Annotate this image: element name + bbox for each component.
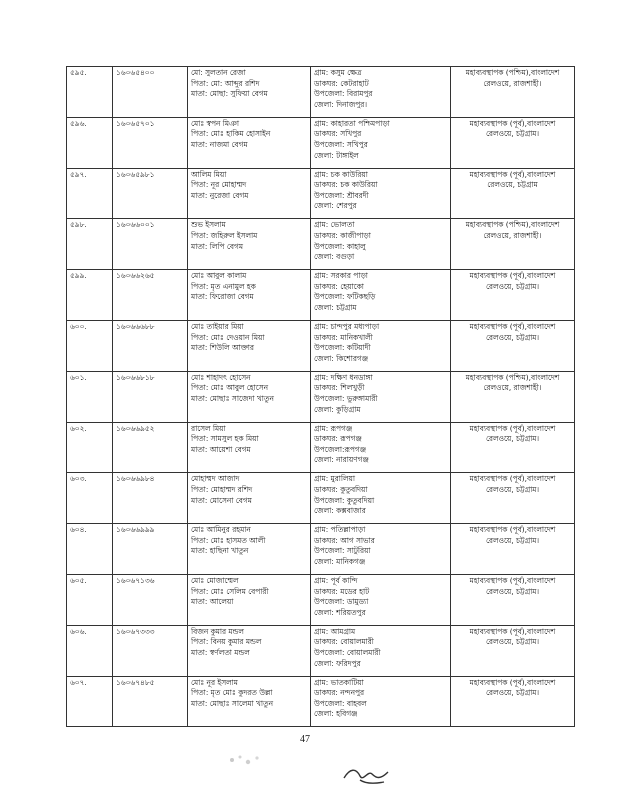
roll-cell: [113, 117, 188, 168]
serial-number: ৫৯৫.: [70, 68, 87, 77]
father-name: পিতা: মোহাম্মদ রশিদ: [191, 484, 253, 494]
address-district: জেলা: নারায়ণগঞ্জ: [314, 455, 369, 465]
roll-number: ১৬০৬৬৮১৮: [116, 372, 155, 382]
candidate-name: মোঃ তাইয়ার মিয়া: [191, 321, 244, 331]
address-cell: [311, 270, 451, 321]
roll-number: ১৬০৬৫৯৮১: [116, 169, 155, 179]
serial-cell: [67, 168, 113, 219]
serial-number: ৬০০.: [70, 321, 87, 331]
office-line-2: রেলওয়ে, রাজশাহী।: [483, 78, 542, 88]
office-line-2: রেলওয়ে, চট্টগ্রাম।: [485, 332, 540, 342]
office-cell: [451, 219, 575, 270]
address-upazila: উপজেলা: বাহবল: [314, 698, 367, 708]
person-cell: [188, 422, 311, 473]
roll-number: ১৬০৬৫৭০১: [116, 118, 155, 128]
mother-name: মাতা: মোছাঃ সালেমা খাতুন: [191, 698, 273, 708]
roll-number: ১৬০৬৭৩৩৩: [116, 626, 155, 636]
candidate-name: মোঃ আমিনুর রহমান: [191, 525, 251, 535]
roll-number: ১৬০৬৭১৩৬: [116, 575, 155, 585]
address-post-office: ডাকঘর: হেয়াকো: [314, 281, 364, 291]
address-district: জেলা: মানিকগঞ্জ: [314, 556, 366, 566]
address-village: গ্রাম: ভোলতা: [314, 220, 355, 230]
address-post-office: ডাকঘর: কাজীপাড়া: [314, 230, 371, 240]
office-line-1: মহাব্যবস্থাপক (পশ্চিম),বাংলাদেশ: [465, 220, 560, 230]
address-cell: [311, 422, 451, 473]
address-district: জেলা: বগুড়া: [314, 252, 355, 262]
father-name: পিতা: মোঃ সেলিম বেপারী: [191, 586, 269, 596]
address-district: জেলা: কিশোরগঞ্জ: [314, 353, 369, 363]
table-row: [67, 574, 575, 625]
candidate-name: মোঃ শাহাদৎ হোসেন: [191, 372, 251, 382]
father-name: পিতা: মৃত এনামুল হক: [191, 281, 256, 291]
serial-number: ৬০৪.: [70, 525, 87, 535]
father-name: পিতা: জহিরুল ইসলাম: [191, 230, 258, 240]
mother-name: মাতা: আয়েশা বেগম: [191, 444, 251, 454]
father-name: পিতা: বিনয় কুমার মন্ডল: [191, 637, 262, 647]
table-row: [67, 371, 575, 422]
address-upazila: উপজেলা: বিরামপুর: [314, 89, 373, 99]
address-village: গ্রাম: কসুম ক্ষেত্র: [314, 68, 362, 77]
signature-mark: [340, 760, 400, 790]
serial-cell: [67, 371, 113, 422]
office-line-1: মহাব্যবস্থাপক (পূর্ব),বাংলাদেশ: [469, 423, 556, 433]
office-line-2: রেলওয়ে, চট্টগ্রাম।: [485, 586, 540, 596]
office-line-2: রেলওয়ে, চট্টগ্রাম।: [485, 281, 540, 291]
candidate-name: মোঃ নূর ইসলাম: [191, 677, 238, 687]
table-row: [67, 270, 575, 321]
office-line-2: রেলওয়ে, চট্টগ্রাম।: [485, 484, 540, 494]
roll-number: ১৬০৬৫৪০০: [116, 68, 155, 77]
address-post-office: ডাকঘর: কুতুবদিয়া: [314, 484, 368, 494]
office-line-1: মহাব্যবস্থাপক (পশ্চিম),বাংলাদেশ: [465, 68, 560, 77]
person-cell: [188, 524, 311, 575]
father-name: পিতা: মোঃ দেওয়ান মিয়া: [191, 332, 265, 342]
roll-cell: [113, 168, 188, 219]
serial-number: ৬০২.: [70, 423, 87, 433]
address-village: গ্রাম: চক কাউরিয়া: [314, 169, 368, 179]
address-village: গ্রাম: কাহারতা পশ্চিমপাড়া: [314, 118, 390, 128]
roll-number: ১৬০৬৬৯৮৪: [116, 474, 155, 484]
address-village: গ্রাম: মুরালিয়া: [314, 474, 356, 484]
table-row: [67, 219, 575, 270]
office-cell: [451, 676, 575, 727]
address-upazila: উপজেলা: ডামুড্যা: [314, 597, 369, 607]
office-cell: [451, 168, 575, 219]
office-line-1: মহাব্যবস্থাপক (পূর্ব),বাংলাদেশ: [469, 169, 556, 179]
address-post-office: ডাকঘর: রূপগঞ্জ: [314, 434, 362, 444]
roll-cell: [113, 371, 188, 422]
address-post-office: ডাকঘর: শিলখুড়ী: [314, 383, 365, 393]
address-district: জেলা: কক্সবাজার: [314, 506, 366, 516]
candidate-name: মো: সুলতান রেজা: [191, 68, 246, 77]
office-cell: [451, 117, 575, 168]
office-cell: [451, 422, 575, 473]
address-cell: [311, 524, 451, 575]
address-cell: [311, 676, 451, 727]
mother-name: মাতা: আলেয়া: [191, 597, 234, 607]
roll-cell: [113, 219, 188, 270]
roll-number: ১৬০৬৭৪৮৫: [116, 677, 155, 687]
address-upazila: উপজেলা: বোয়ালমারী: [314, 647, 381, 657]
address-upazila: উপজেলা: কুতুবদিয়া: [314, 495, 375, 505]
address-district: জেলা: কুড়িগ্রাম: [314, 404, 361, 414]
office-line-2: রেলওয়ে, চট্টগ্রাম।: [485, 688, 540, 698]
office-line-1: মহাব্যবস্থাপক (পূর্ব),বাংলাদেশ: [469, 118, 556, 128]
office-line-2: রেলওয়ে, চট্টগ্রাম।: [485, 434, 540, 444]
mother-name: মাতা: ফিরোজা বেগম: [191, 292, 254, 302]
address-cell: [311, 117, 451, 168]
address-cell: [311, 168, 451, 219]
candidate-name: মোহাম্মদ আজাদ: [191, 474, 240, 484]
mother-name: মাতা: মোছা: সুফিয়া বেগম: [191, 89, 268, 99]
father-name: পিতা: মোঃ হাসমত আলী: [191, 535, 266, 545]
address-district: জেলা: ফরিদপুর: [314, 658, 361, 668]
address-village: গ্রাম: দক্ষিণ ধনডাঙ্গা: [314, 372, 373, 382]
father-name: পিতা: মোঃ হাকিম হোসাইন: [191, 129, 271, 139]
serial-number: ৬০১.: [70, 372, 87, 382]
serial-cell: [67, 117, 113, 168]
address-village: গ্রাম: সরকার পাড়া: [314, 271, 368, 281]
roll-cell: [113, 270, 188, 321]
smudge-mark: [222, 748, 272, 770]
address-district: জেলা: চট্টগ্রাম: [314, 302, 357, 312]
mother-name: মাতা: হাছিনা খাতুন: [191, 546, 249, 556]
address-cell: [311, 219, 451, 270]
serial-cell: [67, 473, 113, 524]
serial-cell: [67, 270, 113, 321]
office-cell: [451, 524, 575, 575]
address-upazila: উপজেলা:রূপগঞ্জ: [314, 444, 367, 454]
roll-number: ১৬০৬৬৯৫২: [116, 423, 155, 433]
address-cell: [311, 371, 451, 422]
table-row: [67, 168, 575, 219]
address-upazila: উপজেলা: শ্রীবরদী: [314, 190, 369, 200]
roll-cell: [113, 676, 188, 727]
office-cell: [451, 473, 575, 524]
serial-number: ৫৯৭.: [70, 169, 87, 179]
father-name: পিতা: মোঃ আবুল হোসেন: [191, 383, 269, 393]
candidate-name: মোঃ স্বপন মিঞা: [191, 118, 239, 128]
office-line-2: রেলওয়ে, চট্টগ্রাম: [487, 180, 538, 190]
serial-cell: [67, 524, 113, 575]
person-cell: [188, 574, 311, 625]
address-post-office: ডাকঘর: আগ সাভার: [314, 535, 375, 545]
serial-number: ৬০৬.: [70, 626, 87, 636]
office-line-2: রেলওয়ে, রাজশাহী।: [483, 383, 542, 393]
serial-cell: [67, 422, 113, 473]
address-post-office: ডাকঘর: বোয়ালমারী: [314, 637, 374, 647]
person-cell: [188, 676, 311, 727]
mother-name: মাতা: স্বর্ণলতা মন্ডল: [191, 647, 250, 657]
office-line-1: মহাব্যবস্থাপক (পূর্ব),বাংলাদেশ: [469, 677, 556, 687]
roll-number: ১৬০৬৬০০১: [116, 220, 155, 230]
address-cell: [311, 473, 451, 524]
address-village: গ্রাম: আমগ্রাম: [314, 626, 356, 636]
roll-cell: [113, 625, 188, 676]
person-cell: [188, 473, 311, 524]
mother-name: মাতা: নুরেজা বেগম: [191, 190, 249, 200]
serial-number: ৫৯৬.: [70, 118, 87, 128]
address-cell: [311, 320, 451, 371]
serial-cell: [67, 676, 113, 727]
father-name: পিতা: নূর মোহাম্মদ: [191, 180, 247, 190]
address-upazila: উপজেলা: সাটুরিয়া: [314, 546, 371, 556]
roll-number: ১৬০৬৬৬৮৮: [116, 321, 155, 331]
candidate-table: [66, 66, 575, 727]
address-post-office: ডাকঘর: মানিকখালী: [314, 332, 373, 342]
office-cell: [451, 625, 575, 676]
address-district: জেলা: টাঙ্গাইল: [314, 150, 359, 160]
office-line-1: মহাব্যবস্থাপক (পূর্ব),বাংলাদেশ: [469, 321, 556, 331]
office-cell: [451, 320, 575, 371]
office-cell: [451, 270, 575, 321]
serial-cell: [67, 574, 113, 625]
person-cell: [188, 320, 311, 371]
address-district: জেলা: শরিয়তপুর: [314, 607, 366, 617]
candidate-name: মোঃ মোজাম্মেল: [191, 575, 239, 585]
person-cell: [188, 117, 311, 168]
table-row: [67, 422, 575, 473]
table-row: [67, 320, 575, 371]
address-upazila: উপজেলা: ফটিকছড়ি: [314, 292, 376, 302]
roll-number: ১৬০৬৬৯৯৯: [116, 525, 155, 535]
table-row: [67, 117, 575, 168]
table-row: [67, 473, 575, 524]
office-line-1: মহাব্যবস্থাপক (পূর্ব),বাংলাদেশ: [469, 525, 556, 535]
address-district: জেলা: শেরপুর: [314, 201, 357, 211]
address-upazila: উপজেলা: ভুরুঙ্গামারী: [314, 393, 378, 403]
candidate-name: আলিম মিয়া: [191, 169, 227, 179]
address-post-office: ডাকঘর: চক কাউরিয়া: [314, 180, 378, 190]
mother-name: মাতা: নাজমা বেগম: [191, 139, 248, 149]
mother-name: মাতা: শিউলি আক্তার: [191, 343, 254, 353]
office-line-1: মহাব্যবস্থাপক (পূর্ব),বাংলাদেশ: [469, 474, 556, 484]
address-district: জেলা: হবিগঞ্জ: [314, 709, 358, 719]
candidate-name: শুভ ইসলাম: [191, 220, 226, 230]
serial-cell: [67, 320, 113, 371]
father-name: পিতা: সামসুল হক মিয়া: [191, 434, 259, 444]
serial-cell: [67, 67, 113, 118]
address-village: গ্রাম: ভাতকাটিয়া: [314, 677, 364, 687]
address-post-office: ডাকঘর: কেটরাহাট: [314, 78, 369, 88]
office-line-2: রেলওয়ে, চট্টগ্রাম।: [485, 637, 540, 647]
serial-number: ৬০৩.: [70, 474, 87, 484]
person-cell: [188, 67, 311, 118]
office-line-1: মহাব্যবস্থাপক (পূর্ব),বাংলাদেশ: [469, 575, 556, 585]
address-post-office: ডাকঘর: নন্দনপুর: [314, 688, 365, 698]
roll-cell: [113, 473, 188, 524]
office-cell: [451, 371, 575, 422]
office-line-2: রেলওয়ে, চট্টগ্রাম।: [485, 535, 540, 545]
father-name: পিতা: মো: আব্দুর রশিদ: [191, 78, 260, 88]
father-name: পিতা: মৃত মোঃ কুদরত উল্লা: [191, 688, 273, 698]
person-cell: [188, 219, 311, 270]
serial-number: ৬০৭.: [70, 677, 87, 687]
person-cell: [188, 168, 311, 219]
roll-cell: [113, 524, 188, 575]
address-upazila: উপজেলা: কাহালু: [314, 241, 366, 251]
roll-cell: [113, 422, 188, 473]
address-district: জেলা: দিনাজপুর।: [314, 99, 367, 109]
table-row: [67, 625, 575, 676]
mother-name: মাতা: মোসেনা বেগম: [191, 495, 252, 505]
office-line-1: মহাব্যবস্থাপক (পূর্ব),বাংলাদেশ: [469, 626, 556, 636]
address-village: গ্রাম: পতিল্লাপাড়া: [314, 525, 366, 535]
serial-cell: [67, 219, 113, 270]
address-cell: [311, 625, 451, 676]
roll-number: ১৬০৬৬২৬৫: [116, 271, 155, 281]
address-village: গ্রাম: পূর্ব কান্দি: [314, 575, 358, 585]
candidate-table-body: [67, 67, 575, 727]
office-line-2: রেলওয়ে, চট্টগ্রাম।: [485, 129, 540, 139]
serial-number: ৬০৫.: [70, 575, 87, 585]
person-cell: [188, 270, 311, 321]
person-cell: [188, 625, 311, 676]
address-village: গ্রাম: রূপগঞ্জ: [314, 423, 353, 433]
mother-name: মাতা: লিপি বেগম: [191, 241, 243, 251]
address-upazila: উপজেলা: কটিয়াদী: [314, 343, 371, 353]
roll-cell: [113, 67, 188, 118]
table-row: [67, 67, 575, 118]
serial-number: ৫৯৯.: [70, 271, 87, 281]
address-post-office: ডাকঘর: মডের হাট: [314, 586, 370, 596]
candidate-name: বিজন কুমার মন্ডল: [191, 626, 244, 636]
roll-cell: [113, 574, 188, 625]
office-line-1: মহাব্যবস্থাপক (পূর্ব),বাংলাদেশ: [469, 271, 556, 281]
person-cell: [188, 371, 311, 422]
mother-name: মাতা: মোছাঃ সাজেদা খাতুন: [191, 393, 274, 403]
office-line-2: রেলওয়ে, রাজশাহী।: [483, 230, 542, 240]
office-cell: [451, 67, 575, 118]
candidate-name: মোঃ আবুল কালাম: [191, 271, 247, 281]
address-cell: [311, 67, 451, 118]
office-line-1: মহাব্যবস্থাপক (পশ্চিম),বাংলাদেশ: [465, 372, 560, 382]
candidate-name: রাসেল মিয়া: [191, 423, 226, 433]
table-row: [67, 524, 575, 575]
office-cell: [451, 574, 575, 625]
roll-cell: [113, 320, 188, 371]
serial-cell: [67, 625, 113, 676]
table-row: [67, 676, 575, 727]
address-post-office: ডাকঘর: সখিপুর: [314, 129, 362, 139]
serial-number: ৫৯৮.: [70, 220, 87, 230]
page-number: 47: [300, 734, 310, 745]
address-cell: [311, 574, 451, 625]
address-village: গ্রাম: চান্দপুর মধ্যপাড়া: [314, 321, 380, 331]
address-upazila: উপজেলা: সখিপুর: [314, 139, 368, 149]
